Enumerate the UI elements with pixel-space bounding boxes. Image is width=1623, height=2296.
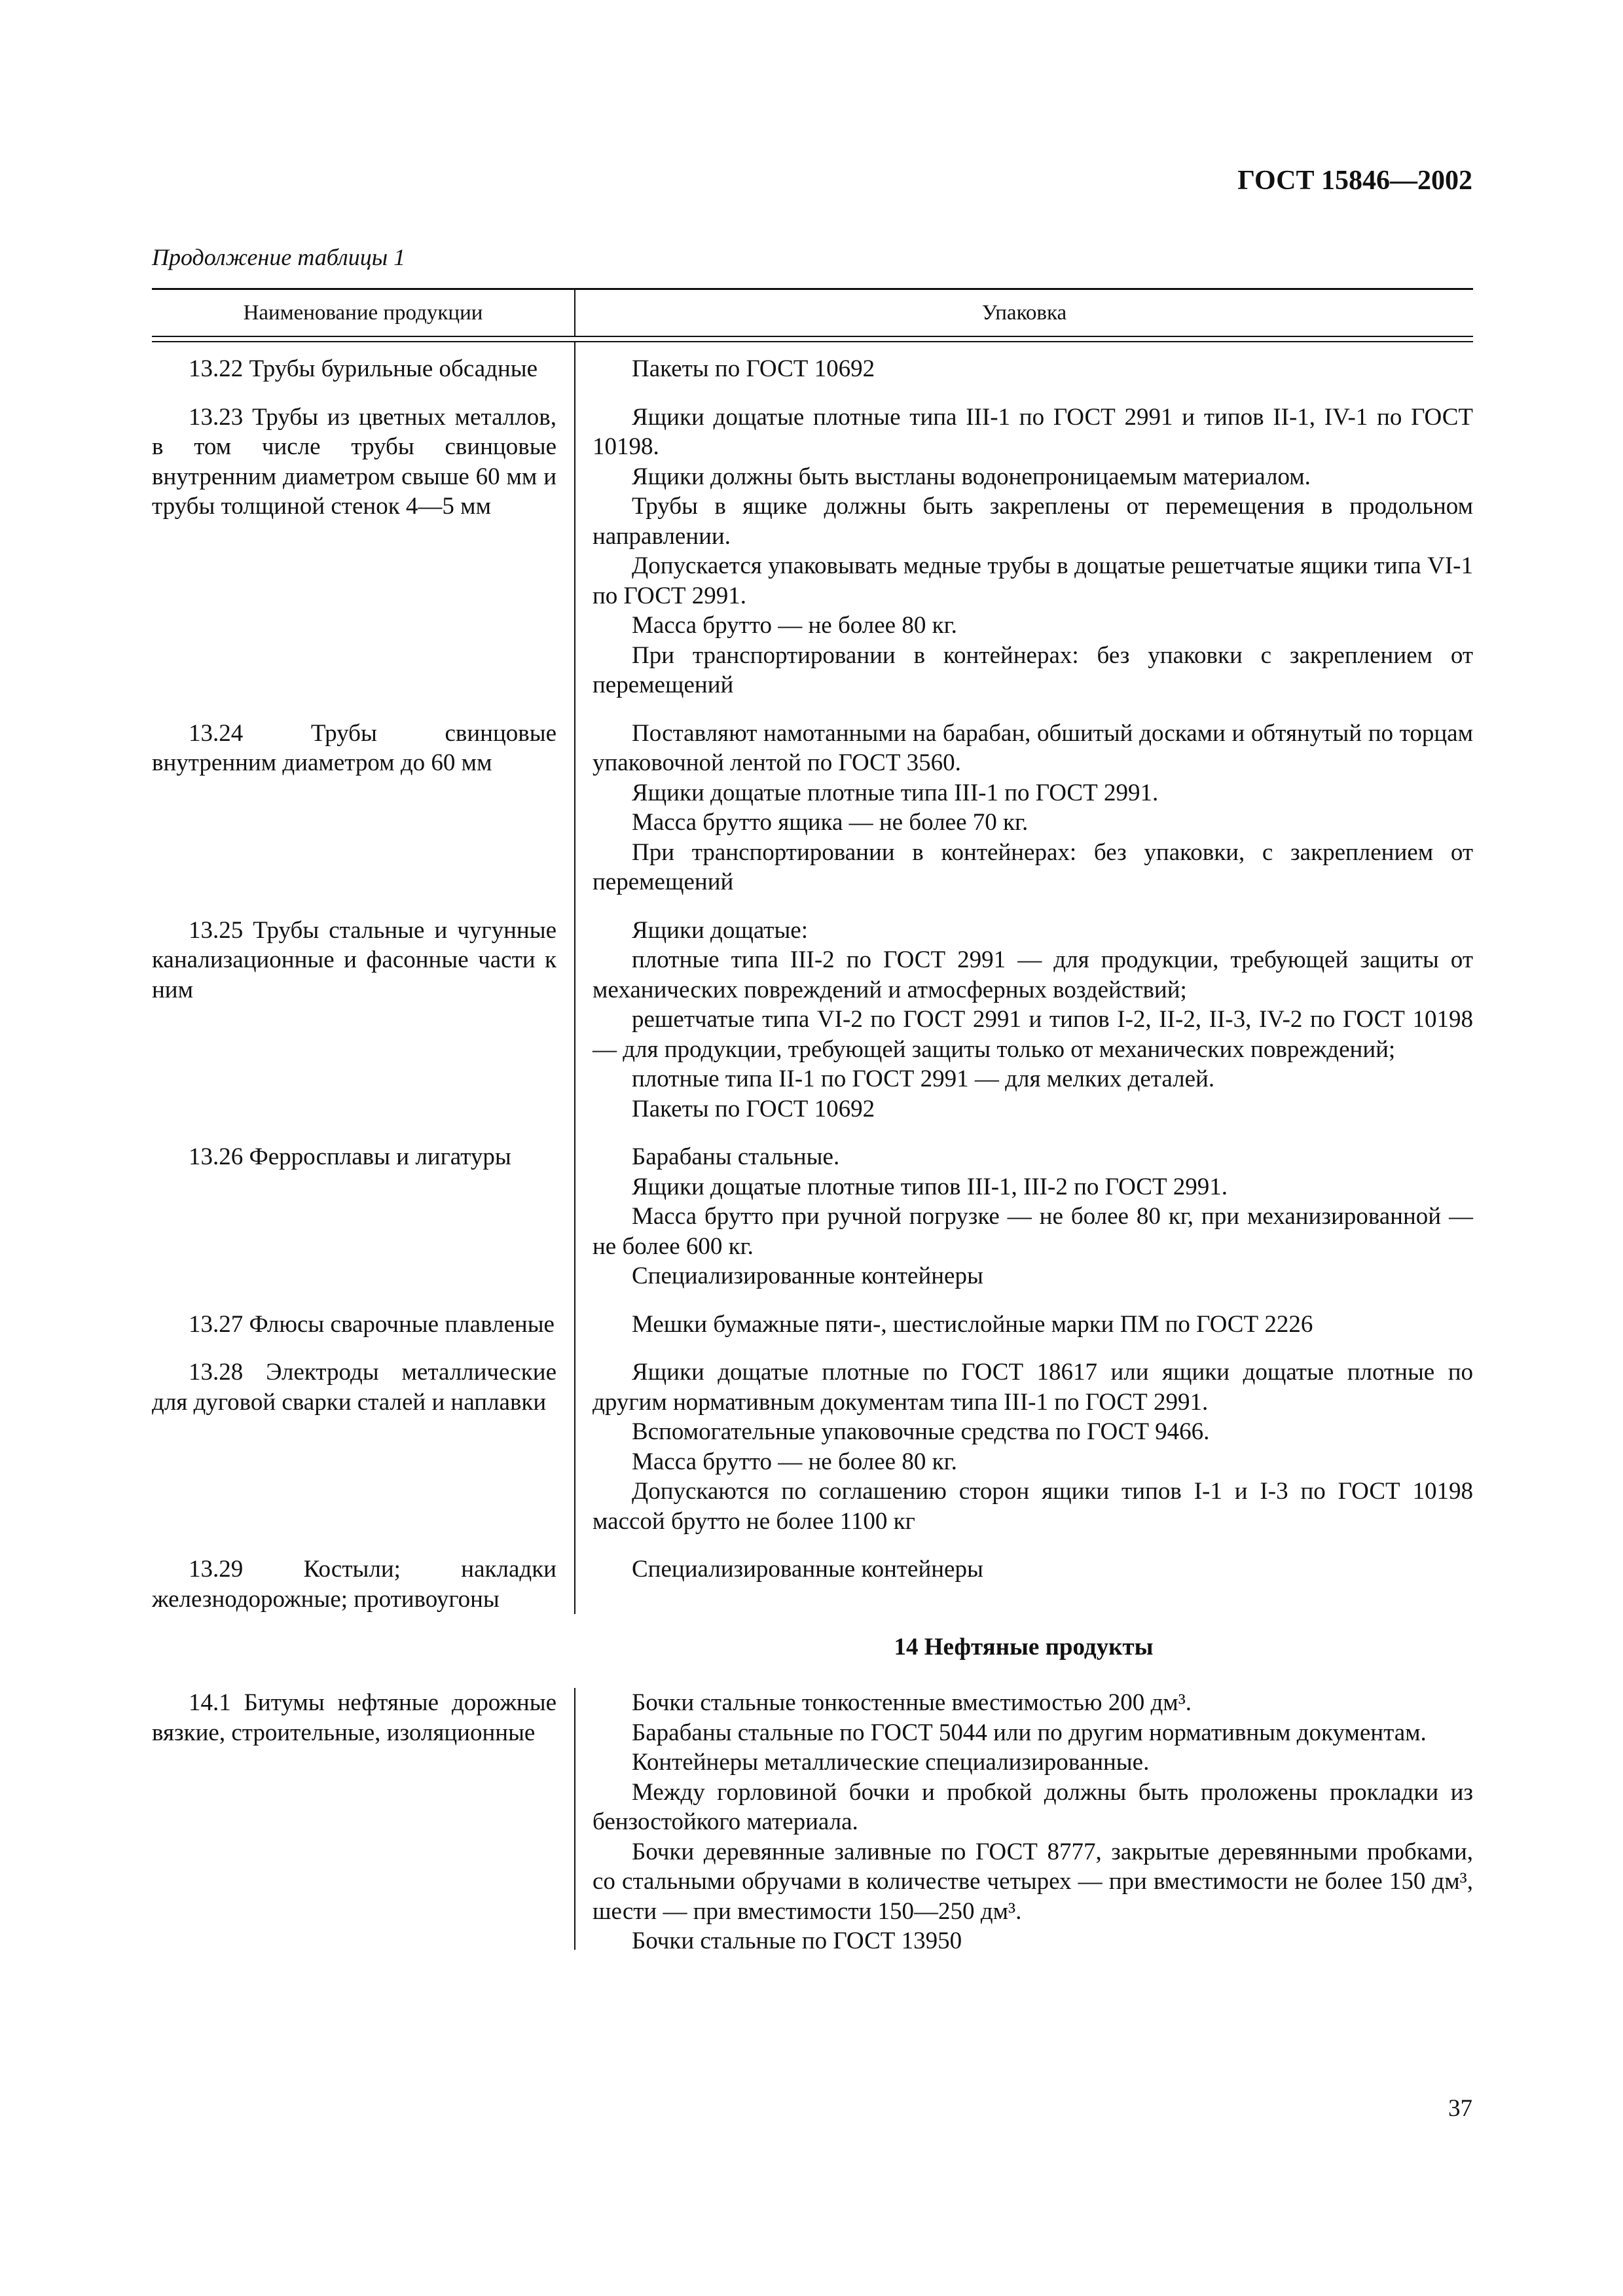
packing-line: Ящики дощатые плотные типа III-1 по ГОСТ 2991. [632, 779, 1159, 806]
product-cell: 13.26 Ферросплавы и лигатуры [189, 1143, 511, 1170]
table-row [152, 1310, 1473, 1340]
packing-cell [593, 1357, 1473, 1536]
packing-line: Масса брутто при ручной погрузке — не более 80 кг, при механизированной — не более 600 кг. [593, 1203, 1473, 1260]
packing-line: Масса брутто — не более 80 кг. [632, 1448, 957, 1475]
packing-line: Допускаются по соглашению сторон ящики типов I-1 и I-3 по ГОСТ 10198 массой брутто не более 1100 кг [593, 1478, 1473, 1535]
table-row [152, 1688, 1473, 1956]
packing-line: Пакеты по ГОСТ 10692 [632, 1095, 875, 1122]
rows-group-14-wrap [152, 1688, 1473, 1956]
packing-line: Ящики дощатые плотные по ГОСТ 18617 или ящики дощатые плотные по другим нормативным документам типа III-1 по ГОСТ 2991. [593, 1359, 1473, 1416]
packing-line: Ящики дощатые: [632, 916, 809, 944]
packing-line: плотные типа II-1 по ГОСТ 2991 — для мелких деталей. [632, 1066, 1215, 1092]
table-row [152, 1554, 1473, 1614]
packing-line: Ящики дощатые плотные типа III-1 по ГОСТ 2991 и типов II-1, IV-1 по ГОСТ 10198. [593, 403, 1473, 460]
packing-line: Между горловиной бочки и пробкой должны быть проложены прокладки из бензостойкого материала. [593, 1778, 1473, 1835]
packing-cell [593, 354, 1473, 384]
table-row [152, 354, 1473, 384]
packing-line: Специализированные контейнеры [632, 1556, 983, 1583]
table-header [152, 290, 1473, 336]
packing-line: Барабаны стальные по ГОСТ 5044 или по другим нормативным документам. [632, 1719, 1427, 1746]
table-row [152, 1357, 1473, 1536]
rows-group-13 [152, 354, 1473, 1614]
packing-line: Ящики должны быть выстланы водонепроницаемым материалом. [632, 463, 1311, 490]
packing-line: Пакеты по ГОСТ 10692 [632, 355, 875, 382]
packing-line: Вспомогательные упаковочные средства по ГОСТ 9466. [632, 1418, 1210, 1445]
packing-line: Бочки деревянные заливные по ГОСТ 8777, закрытые деревянными пробками, со стальными обручами в количестве четырех — при вместимости не более 150 дм³, шести — при вместимости 150—250 дм³. [593, 1838, 1473, 1925]
rows-group-14 [152, 1688, 1473, 1956]
table-row [152, 403, 1473, 700]
product-cell: 13.23 Трубы из цветных металлов, в том числе трубы свинцовые внутренним диаметром свыше 60 мм и трубы толщиной стенок 4—5 мм [152, 403, 556, 520]
packing-line: Ящики дощатые плотные типов III-1, III-2 по ГОСТ 2991. [632, 1173, 1228, 1200]
packing-line: Допускается упаковывать медные трубы в дощатые решетчатые ящики типа VI-1 по ГОСТ 2991. [593, 552, 1473, 609]
packing-line: Специализированные контейнеры [632, 1263, 983, 1289]
header-double-rule [152, 336, 1473, 342]
packing-line: Трубы в ящике должны быть закреплены от перемещения в продольном направлении. [593, 493, 1473, 550]
packing-cell [593, 1310, 1473, 1340]
packing-cell [593, 916, 1473, 1124]
table-body [152, 342, 1473, 1956]
column-divider [574, 1688, 575, 1950]
section-title: 14 Нефтяные продукты [894, 1634, 1154, 1660]
packing-cell [593, 719, 1473, 897]
packing-line: Масса брутто — не более 80 кг. [632, 612, 957, 639]
product-cell: 14.1 Битумы нефтяные дорожные вязкие, строительные, изоляционные [152, 1689, 556, 1746]
packing-cell [593, 1554, 1473, 1614]
table-row [152, 1142, 1473, 1291]
product-cell: 13.29 Костыли; накладки железнодорожные; противоугоны [152, 1556, 556, 1613]
packing-line: Контейнеры металлические специализированные. [632, 1749, 1150, 1776]
packing-table [152, 288, 1473, 1975]
product-cell: 13.25 Трубы стальные и чугунные канализационные и фасонные части к ним [152, 916, 556, 1003]
column-divider [574, 342, 575, 1614]
page-number: 37 [1448, 2095, 1472, 2122]
packing-line: Барабаны стальные. [632, 1143, 840, 1170]
column-header-packing: Упаковка [981, 300, 1067, 325]
table-row [152, 719, 1473, 897]
packing-line: Бочки стальные тонкостенные вместимостью 200 дм³. [632, 1689, 1192, 1716]
standard-number: ГОСТ 15846—2002 [1237, 166, 1472, 196]
packing-line: Масса брутто ящика — не более 70 кг. [632, 809, 1029, 836]
product-cell: 13.24 Трубы свинцовые внутренним диаметром до 60 мм [152, 719, 556, 776]
packing-line: При транспортировании в контейнерах: без упаковки с закреплением от перемещений [593, 641, 1473, 698]
packing-line: Бочки стальные по ГОСТ 13950 [632, 1928, 962, 1954]
packing-line: плотные типа III-2 по ГОСТ 2991 — для продукции, требующей защиты от механических повреждений и атмосферных воздействий; [593, 946, 1473, 1003]
packing-cell [593, 403, 1473, 700]
product-cell: 13.28 Электроды металлические для дуговой сварки сталей и наплавки [152, 1359, 556, 1416]
packing-cell [593, 1688, 1473, 1956]
table-row [152, 916, 1473, 1124]
table-caption: Продолжение таблицы 1 [152, 244, 406, 270]
packing-line: При транспортировании в контейнерах: без упаковки, с закреплением от перемещений [593, 838, 1473, 895]
packing-line: Мешки бумажные пяти-, шестислойные марки ПМ по ГОСТ 2226 [632, 1310, 1313, 1338]
column-header-product: Наименование продукции [152, 290, 575, 336]
packing-cell [593, 1142, 1473, 1291]
product-cell: 13.22 Трубы бурильные обсадные [189, 355, 538, 382]
packing-line: решетчатые типа VI-2 по ГОСТ 2991 и типов I-2, II-2, II-3, IV-2 по ГОСТ 10198 — для продукции, требующей защиты только от механических повреждений; [593, 1006, 1473, 1063]
packing-line: Поставляют намотанными на барабан, обшитый досками и обтянутый по торцам упаковочной лентой по ГОСТ 3560. [593, 719, 1473, 776]
product-cell: 13.27 Флюсы сварочные плавленые [189, 1310, 555, 1338]
